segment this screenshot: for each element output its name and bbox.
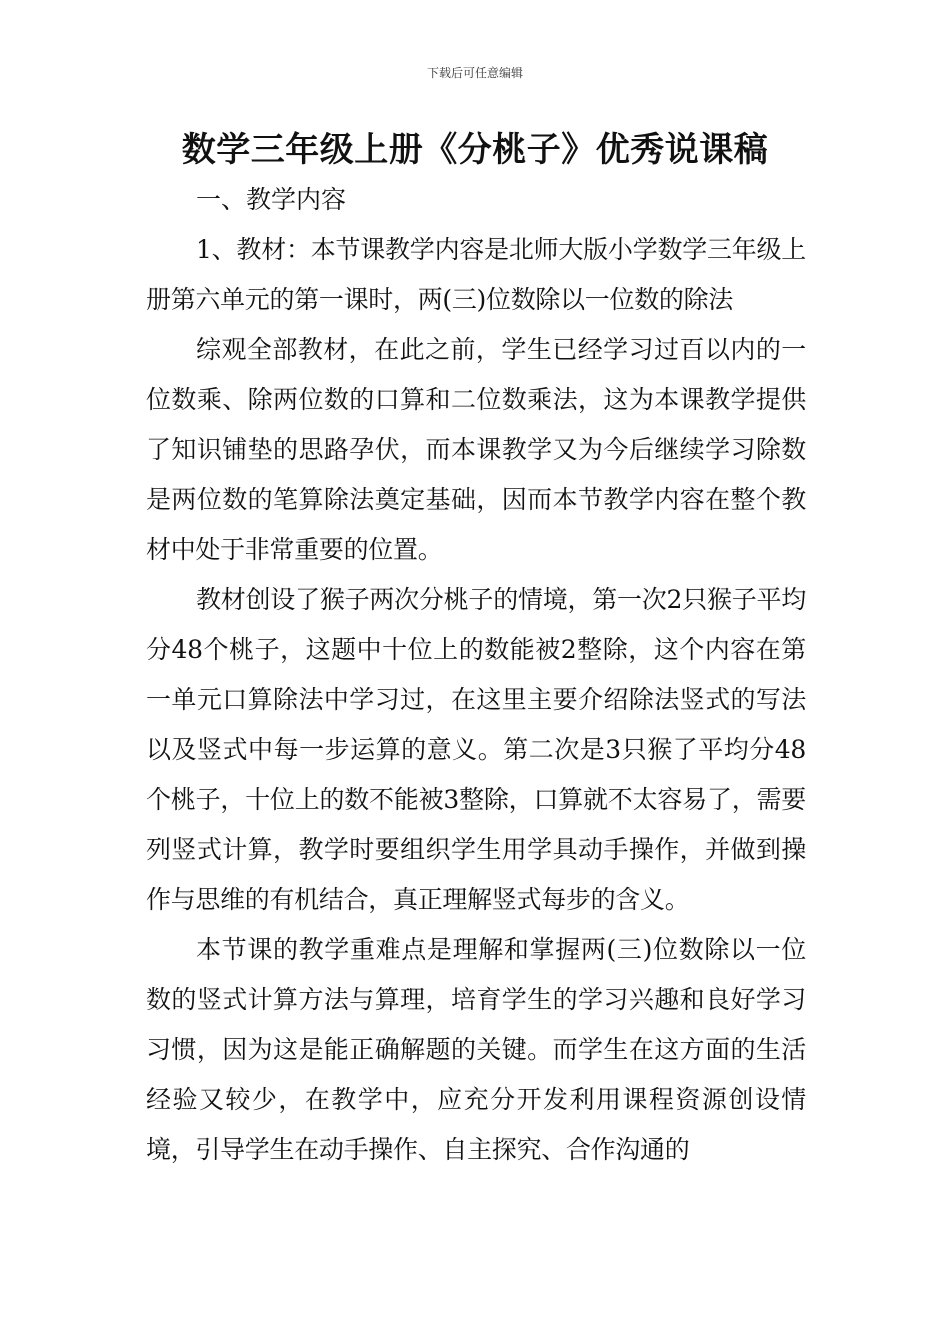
- header-note: 下载后可任意编辑: [426, 66, 523, 80]
- paragraph-textbook: 1、教材：本节课教学内容是北师大版小学数学三年级上册第六单元的第一课时，两(三)位数除以一位数的除法: [146, 235, 806, 314]
- section-heading: 一、教学内容: [196, 185, 347, 214]
- paragraph-overview: 综观全部教材，在此之前，学生已经学习过百以内的一位数乘、除两位数的口算和二位数乘法，这为本课教学提供了知识铺垫的思路孕伏，而本课教学又为今后继续学习除数是两位数的笔算除法奠定基础，因而本节教学内容在整个教材中处于非常重要的位置。: [146, 335, 806, 564]
- document-title: 数学三年级上册《分桃子》优秀说课稿: [181, 130, 769, 170]
- paragraph-scenario: 教材创设了猴子两次分桃子的情境，第一次2只猴子平均分48个桃子，这题中十位上的数能被2整除，这个内容在第一单元口算除法中学习过，在这里主要介绍除法竖式的写法以及竖式中每一步运算的意义。第二次是3只猴了平均分48个桃子，十位上的数不能被3整除，口算就不太容易了，需要列竖式计算，教学时要组织学生用学具动手操作，并做到操作与思维的有机结合，真正理解竖式每步的含义。: [146, 585, 806, 914]
- paragraph-key-points: 本节课的教学重难点是理解和掌握两(三)位数除以一位数的竖式计算方法与算理，培育学生的学习兴趣和良好学习习惯，因为这是能正确解题的关键。而学生在这方面的生活经验又较少，在教学中，应充分开发利用课程资源创设情境，引导学生在动手操作、自主探究、合作沟通的: [146, 935, 806, 1164]
- document-body: [146, 175, 806, 1175]
